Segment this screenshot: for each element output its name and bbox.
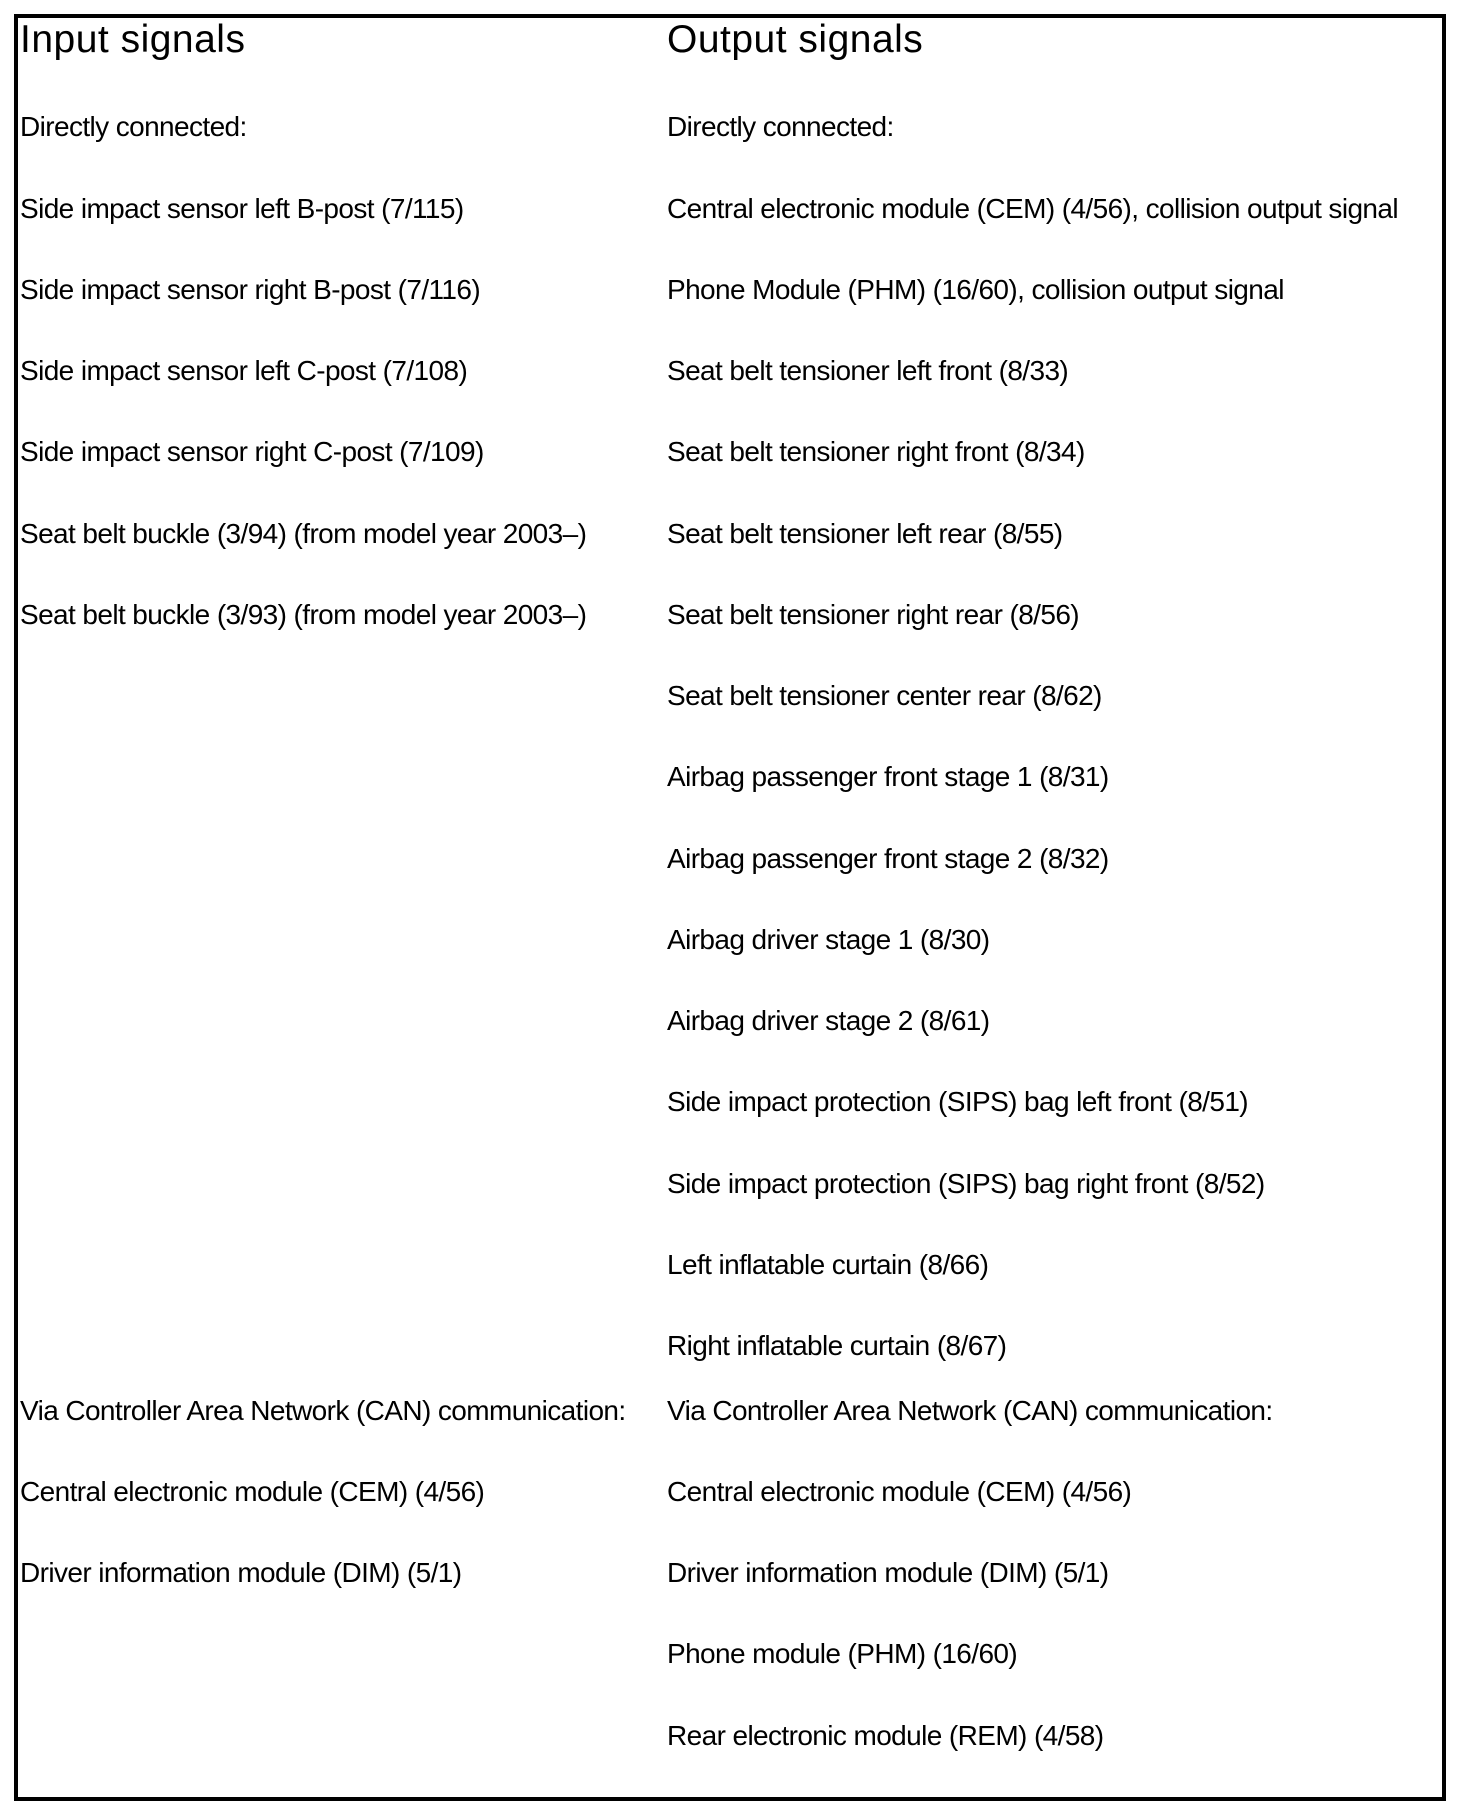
output-direct-label: Directly connected: xyxy=(667,111,894,142)
output-can-item: Phone module (PHM) (16/60) xyxy=(667,1638,1018,1669)
output-can-label: Via Controller Area Network (CAN) communication: xyxy=(667,1395,1273,1426)
output-direct-item: Airbag passenger front stage 1 (8/31) xyxy=(667,761,1109,792)
output-direct-item: Airbag passenger front stage 2 (8/32) xyxy=(667,843,1109,874)
output-direct-item: Seat belt tensioner right front (8/34) xyxy=(667,436,1085,467)
input-direct-label: Directly connected: xyxy=(20,111,247,142)
output-can-item: Central electronic module (CEM) (4/56) xyxy=(667,1476,1132,1507)
input-can-label: Via Controller Area Network (CAN) communication: xyxy=(20,1395,626,1426)
output-direct-item: Seat belt tensioner left rear (8/55) xyxy=(667,518,1063,549)
input-direct-item: Seat belt buckle (3/93) (from model year 2003–) xyxy=(20,599,587,630)
input-direct-item: Side impact sensor right B-post (7/116) xyxy=(20,274,481,305)
input-signals-heading: Input signals xyxy=(20,18,246,61)
output-direct-item: Seat belt tensioner left front (8/33) xyxy=(667,355,1069,386)
input-can-item: Driver information module (DIM) (5/1) xyxy=(20,1557,462,1588)
input-direct-item: Side impact sensor left C-post (7/108) xyxy=(20,355,468,386)
output-direct-item: Phone Module (PHM) (16/60), collision output signal xyxy=(667,274,1284,305)
output-direct-item: Right inflatable curtain (8/67) xyxy=(667,1330,1007,1361)
output-can-item: Rear electronic module (REM) (4/58) xyxy=(667,1720,1104,1751)
input-can-item: Central electronic module (CEM) (4/56) xyxy=(20,1476,485,1507)
output-direct-item: Side impact protection (SIPS) bag right front (8/52) xyxy=(667,1168,1265,1199)
output-direct-item: Seat belt tensioner right rear (8/56) xyxy=(667,599,1080,630)
output-can-item: Driver information module (DIM) (5/1) xyxy=(667,1557,1109,1588)
input-direct-item: Seat belt buckle (3/94) (from model year 2003–) xyxy=(20,518,587,549)
input-direct-item: Side impact sensor left B-post (7/115) xyxy=(20,193,464,224)
output-direct-item: Side impact protection (SIPS) bag left front (8/51) xyxy=(667,1086,1249,1117)
output-signals-heading: Output signals xyxy=(667,18,924,61)
output-direct-item: Central electronic module (CEM) (4/56), collision output signal xyxy=(667,193,1398,224)
output-direct-item: Left inflatable curtain (8/66) xyxy=(667,1249,989,1280)
input-direct-item: Side impact sensor right C-post (7/109) xyxy=(20,436,484,467)
output-direct-item: Seat belt tensioner center rear (8/62) xyxy=(667,680,1102,711)
output-direct-item: Airbag driver stage 1 (8/30) xyxy=(667,924,990,955)
output-direct-item: Airbag driver stage 2 (8/61) xyxy=(667,1005,990,1036)
